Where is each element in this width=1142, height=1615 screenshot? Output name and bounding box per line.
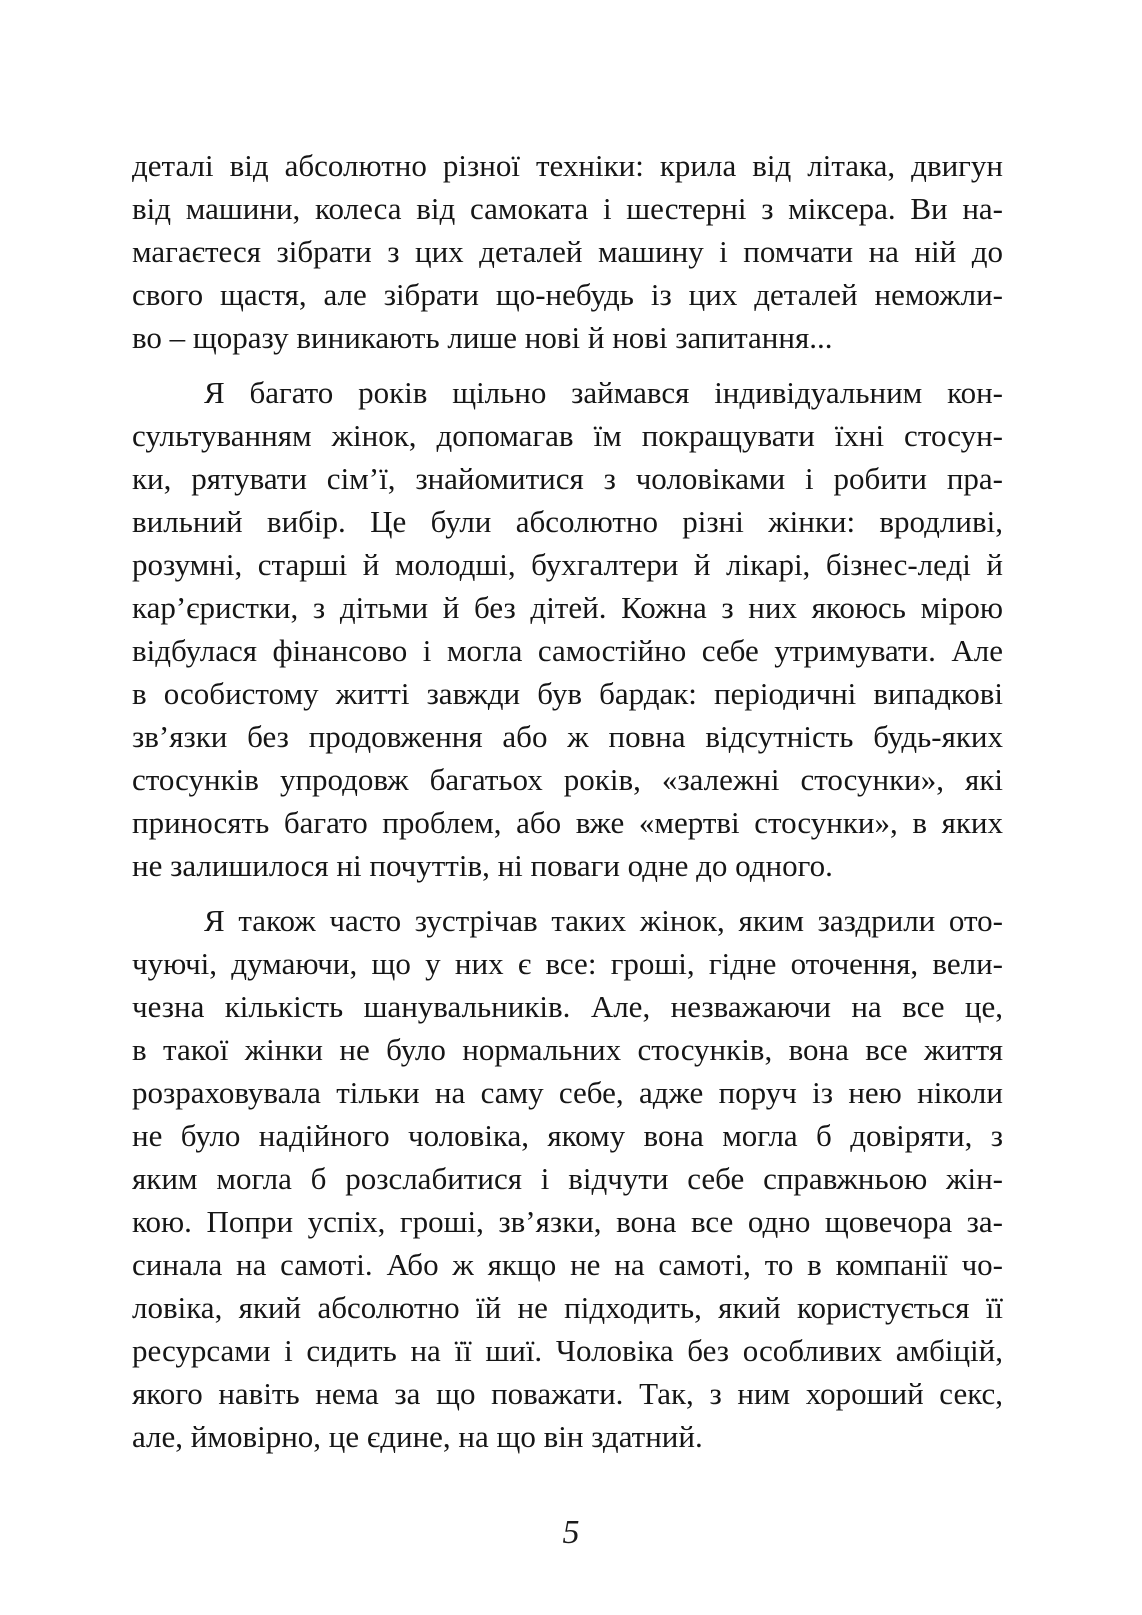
text-line: якого навіть нема за що поважати. Так, з ним хороший секс, (132, 1376, 1003, 1411)
text-line: не залишилося ні почуттів, ні поваги одне до одного. (132, 848, 833, 883)
paragraph (132, 899, 1003, 1458)
text-line: ресурсами і сидить на її шиї. Чоловіка без особливих амбіцій, (132, 1333, 1003, 1368)
text-line: приносять багато проблем, або вже «мертві стосунки», в яких (132, 805, 1003, 840)
text-line: стосунків упродовж багатьох років, «залежні стосунки», які (132, 762, 1003, 797)
text-line: розумні, старші й молодші, бухгалтери й лікарі, бізнес-леді й (132, 547, 1003, 582)
text-line: в особистому житті завжди був бардак: періодичні випадкові (132, 676, 1003, 711)
text-line: розраховувала тільки на саму себе, адже поруч із нею ніколи (132, 1075, 1003, 1110)
text-line: ки, рятувати сім’ї, знайомитися з чоловіками і робити пра- (132, 461, 1003, 496)
paragraph (132, 371, 1003, 887)
text-line: відбулася фінансово і могла самостійно себе утримувати. Але (132, 633, 1003, 668)
text-line: яким могла б розслабитися і відчути себе справжньою жін- (132, 1161, 1003, 1196)
text-line: в такої жінки не було нормальних стосунків, вона все життя (132, 1032, 1003, 1067)
text-line: Я також часто зустрічав таких жінок, яким заздрили ото- (204, 903, 1003, 938)
page-text-block (132, 144, 1003, 1458)
text-line: деталі від абсолютно різної техніки: крила від літака, двигун (132, 148, 1003, 183)
page-footer (0, 1514, 1142, 1552)
text-line: во – щоразу виникають лише нові й нові запитання... (132, 320, 833, 355)
text-line: вильний вибір. Це були абсолютно різні жінки: вродливі, (132, 504, 1003, 539)
text-line: кою. Попри успіх, гроші, зв’язки, вона все одно щовечора за- (132, 1204, 1003, 1239)
text-line: свого щастя, але зібрати що-небудь із цих деталей неможли- (132, 277, 1003, 312)
text-line: чуючі, думаючи, що у них є все: гроші, гідне оточення, вели- (132, 946, 1003, 981)
text-line: магаєтеся зібрати з цих деталей машину і помчати на ній до (132, 234, 1003, 269)
text-line: Я багато років щільно займався індивідуальним кон- (204, 375, 1003, 410)
text-line: чезна кількість шанувальників. Але, незважаючи на все це, (132, 989, 1003, 1024)
text-line: ловіка, який абсолютно їй не підходить, який користується її (132, 1290, 1003, 1325)
text-line: не було надійного чоловіка, якому вона могла б довіряти, з (132, 1118, 1003, 1153)
text-line: від машини, колеса від самоката і шестерні з міксера. Ви на- (132, 191, 1003, 226)
text-line: але, ймовірно, це єдине, на що він здатний. (132, 1419, 703, 1454)
text-line: сультуванням жінок, допомагав їм покращувати їхні стосун- (132, 418, 1003, 453)
text-line: зв’язки без продовження або ж повна відсутність будь-яких (132, 719, 1003, 754)
page-number: 5 (562, 1514, 580, 1551)
text-line: синала на самоті. Або ж якщо не на самоті, то в компанії чо- (132, 1247, 1003, 1282)
paragraph (132, 144, 1003, 359)
text-line: кар’єристки, з дітьми й без дітей. Кожна з них якоюсь мірою (132, 590, 1003, 625)
